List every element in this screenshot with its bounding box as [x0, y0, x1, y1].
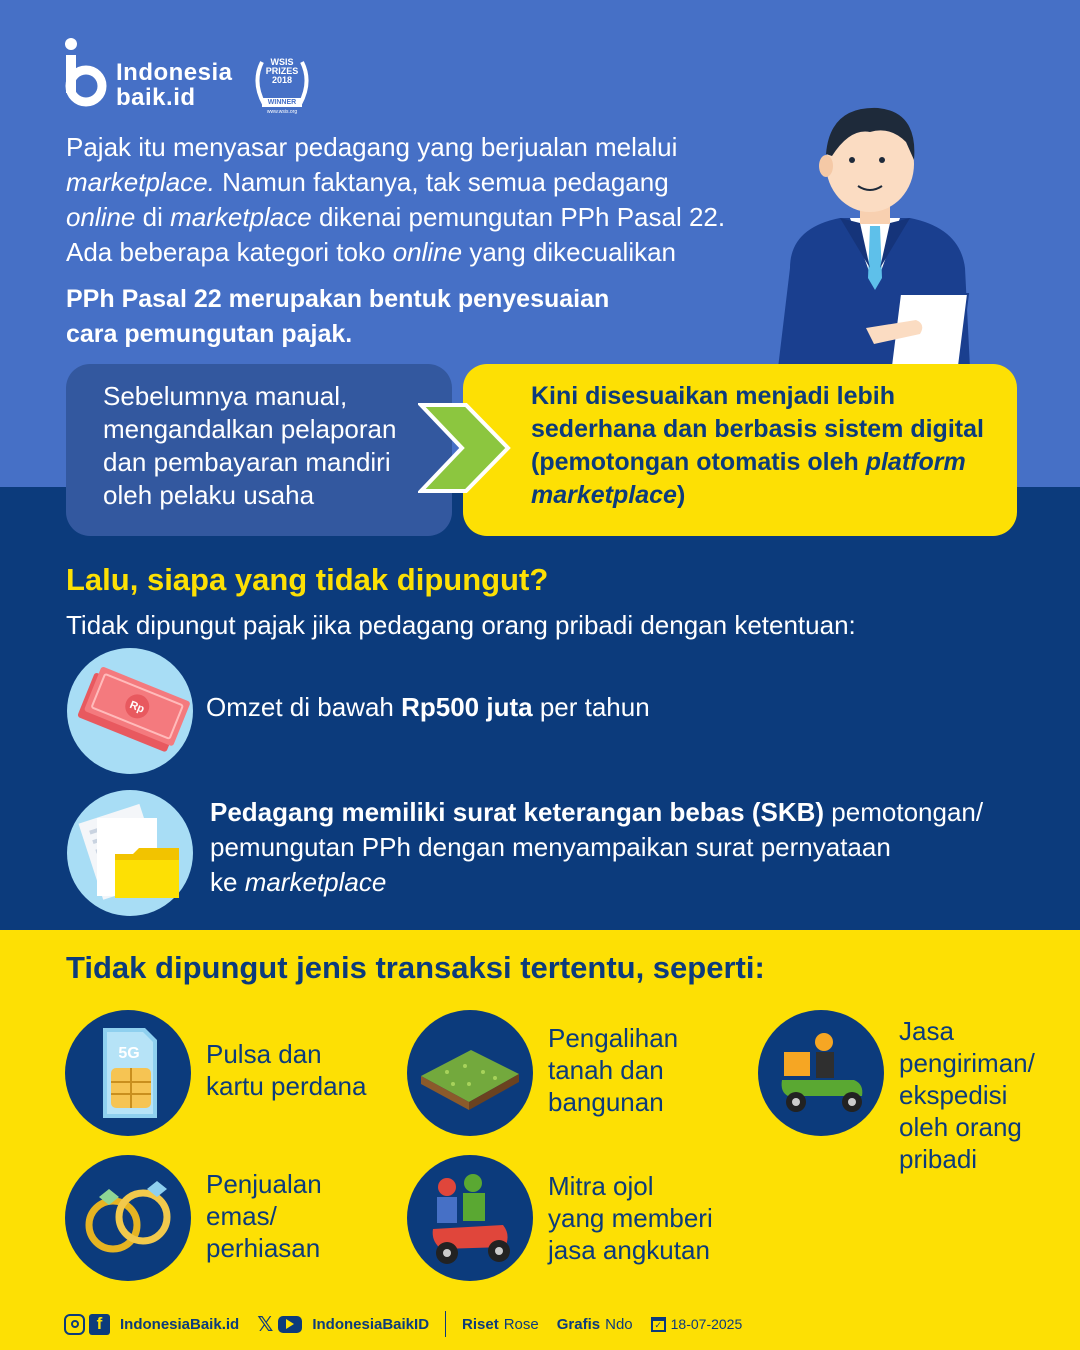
money-rp-label: Rp — [127, 698, 146, 716]
category-ekspedisi-line1: Jasa — [899, 1016, 954, 1046]
category-emas-line1: Penjualan — [206, 1169, 322, 1199]
footer-handle-1[interactable]: IndonesiaBaik.id — [120, 1315, 240, 1333]
category-emas-line3: perhiasan — [206, 1233, 321, 1263]
intro-line4-end: yang dikecualikan — [462, 237, 677, 267]
award-winner: WINNER — [262, 98, 302, 107]
section2-title: Tidak dipungut jenis transaksi tertentu, seperti: — [66, 950, 765, 985]
category-ekspedisi-line2: pengiriman/ — [899, 1048, 1035, 1078]
criteria-2 — [210, 795, 983, 900]
criteria-2-line2: pemungutan PPh dengan menyampaikan surat pernyataan — [210, 832, 891, 862]
category-emas — [206, 1168, 322, 1264]
x-icon[interactable]: 𝕏 — [257, 1313, 274, 1336]
intro-bold-line2: cara pemungutan pajak. — [66, 320, 353, 348]
category-ekspedisi — [899, 1015, 1035, 1175]
delivery-circle — [758, 1010, 884, 1136]
category-pulsa — [206, 1038, 366, 1102]
category-ekspedisi-line4: oleh orang — [899, 1112, 1022, 1142]
criteria-2-d: marketplace — [244, 867, 387, 897]
arrow-right-icon — [418, 402, 512, 494]
criteria-1-b: Rp500 juta — [401, 692, 533, 722]
category-emas-line2: emas/ — [206, 1201, 277, 1231]
ojol-motorbike-icon — [407, 1155, 533, 1281]
after-text-main: Kini disesuaikan menjadi lebih sederhana dan berbasis sistem digital (pemotongan otomatis oleh — [531, 382, 984, 476]
footer-riset-label: Riset — [462, 1315, 499, 1333]
footer-divider — [445, 1311, 446, 1337]
category-tanah-line3: bangunan — [548, 1087, 664, 1117]
logo-line1: Indonesia — [116, 59, 233, 86]
intro-marketplace2: marketplace — [170, 202, 312, 232]
intro-online: online — [66, 202, 136, 232]
footer-riset-name: Rose — [503, 1315, 539, 1333]
logo-line2: baik.id — [116, 84, 196, 111]
intro-line4 — [66, 235, 766, 270]
intro-line3-rest: dikenai pemungutan PPh Pasal 22. — [311, 202, 726, 232]
footer-handle-2[interactable]: IndonesiaBaikID — [312, 1315, 430, 1333]
intro-line1: Pajak itu menyasar pedagang yang berjualan melalui — [66, 132, 678, 162]
after-text — [531, 380, 997, 512]
criteria-2-a: pemotongan/ — [824, 797, 984, 827]
section1-title: Lalu, siapa yang tidak dipungut? — [66, 562, 549, 597]
after-text-italic: platform marketplace — [531, 448, 966, 509]
rings-circle — [65, 1155, 191, 1281]
money-icon — [67, 648, 193, 774]
intro-line4-start: Ada beberapa kategori toko — [66, 237, 393, 267]
intro-online2: online — [392, 237, 463, 267]
footer-grafis-name: Ndo — [605, 1315, 633, 1333]
youtube-icon[interactable] — [278, 1316, 302, 1333]
instagram-icon[interactable] — [64, 1314, 85, 1335]
ojol-circle — [407, 1155, 533, 1281]
land-circle — [407, 1010, 533, 1136]
document-folder-icon — [67, 790, 193, 916]
businessman-illustration — [770, 98, 980, 380]
award-line3: 2018 — [271, 75, 293, 85]
logo-text — [116, 60, 233, 110]
intro-line3 — [66, 200, 766, 235]
before-box — [66, 364, 452, 536]
criteria-1-a: Omzet di bawah — [206, 692, 402, 722]
sim-circle — [65, 1010, 191, 1136]
sim-5g-label: 5G — [118, 1045, 140, 1062]
intro-line2 — [66, 165, 766, 200]
before-text: Sebelumnya manual, mengandalkan pelaporan dan pembayaran mandiri oleh pelaku usaha — [103, 381, 397, 510]
facebook-icon[interactable]: f — [89, 1314, 110, 1335]
footer-grafis-label: Grafis — [556, 1315, 601, 1333]
intro-bold-line1: PPh Pasal 22 merupakan bentuk penyesuaian — [66, 285, 610, 313]
category-pulsa-line1: Pulsa dan — [206, 1039, 322, 1069]
intro-line2-rest: Namun faktanya, tak semua pedagang — [214, 167, 669, 197]
indonesiabaik-logo-icon — [64, 37, 110, 111]
category-ojol-line2: yang memberi — [548, 1203, 713, 1233]
category-ekspedisi-line3: ekspedisi — [899, 1080, 1008, 1110]
award-url: www.wsis.org — [266, 109, 298, 115]
category-ekspedisi-line5: pribadi — [899, 1144, 978, 1174]
calendar-icon: ✓ — [651, 1317, 666, 1332]
award-line1: WSIS — [270, 57, 294, 67]
document-circle — [67, 790, 193, 916]
section1-subtitle: Tidak dipungut pajak jika pedagang orang pribadi dengan ketentuan: — [66, 610, 856, 640]
money-circle — [67, 648, 193, 774]
intro-marketplace: marketplace. — [66, 167, 215, 197]
criteria-2-bold: Pedagang memiliki surat keterangan bebas (SKB) — [210, 797, 825, 827]
category-tanah-line1: Pengalihan — [548, 1023, 679, 1053]
criteria-2-c: ke — [210, 867, 245, 897]
footer — [64, 1312, 742, 1336]
footer-date: 18-07-2025 — [670, 1316, 743, 1332]
category-pulsa-line2: kartu perdana — [206, 1071, 367, 1101]
criteria-1-c: per tahun — [532, 692, 650, 722]
after-text-end: ) — [676, 481, 686, 509]
category-ojol — [548, 1170, 713, 1266]
criteria-2-line1 — [210, 795, 983, 830]
intro-paragraph — [66, 130, 766, 270]
criteria-2-line3 — [210, 865, 983, 900]
category-tanah-line2: tanah dan — [548, 1055, 664, 1085]
intro-bold — [66, 282, 706, 352]
rings-icon — [65, 1155, 191, 1281]
criteria-1 — [206, 690, 650, 725]
delivery-scooter-icon — [758, 1010, 884, 1136]
category-ojol-line1: Mitra ojol — [548, 1171, 654, 1201]
wsis-award-badge — [250, 52, 314, 116]
intro-di: di — [135, 202, 171, 232]
sim-card-icon — [65, 1010, 191, 1136]
logo — [64, 37, 110, 116]
category-ojol-line3: jasa angkutan — [548, 1235, 710, 1265]
category-tanah — [548, 1022, 678, 1118]
award-line2: PRIZES — [265, 66, 299, 76]
land-plot-icon — [407, 1010, 533, 1136]
after-box — [463, 364, 1017, 536]
